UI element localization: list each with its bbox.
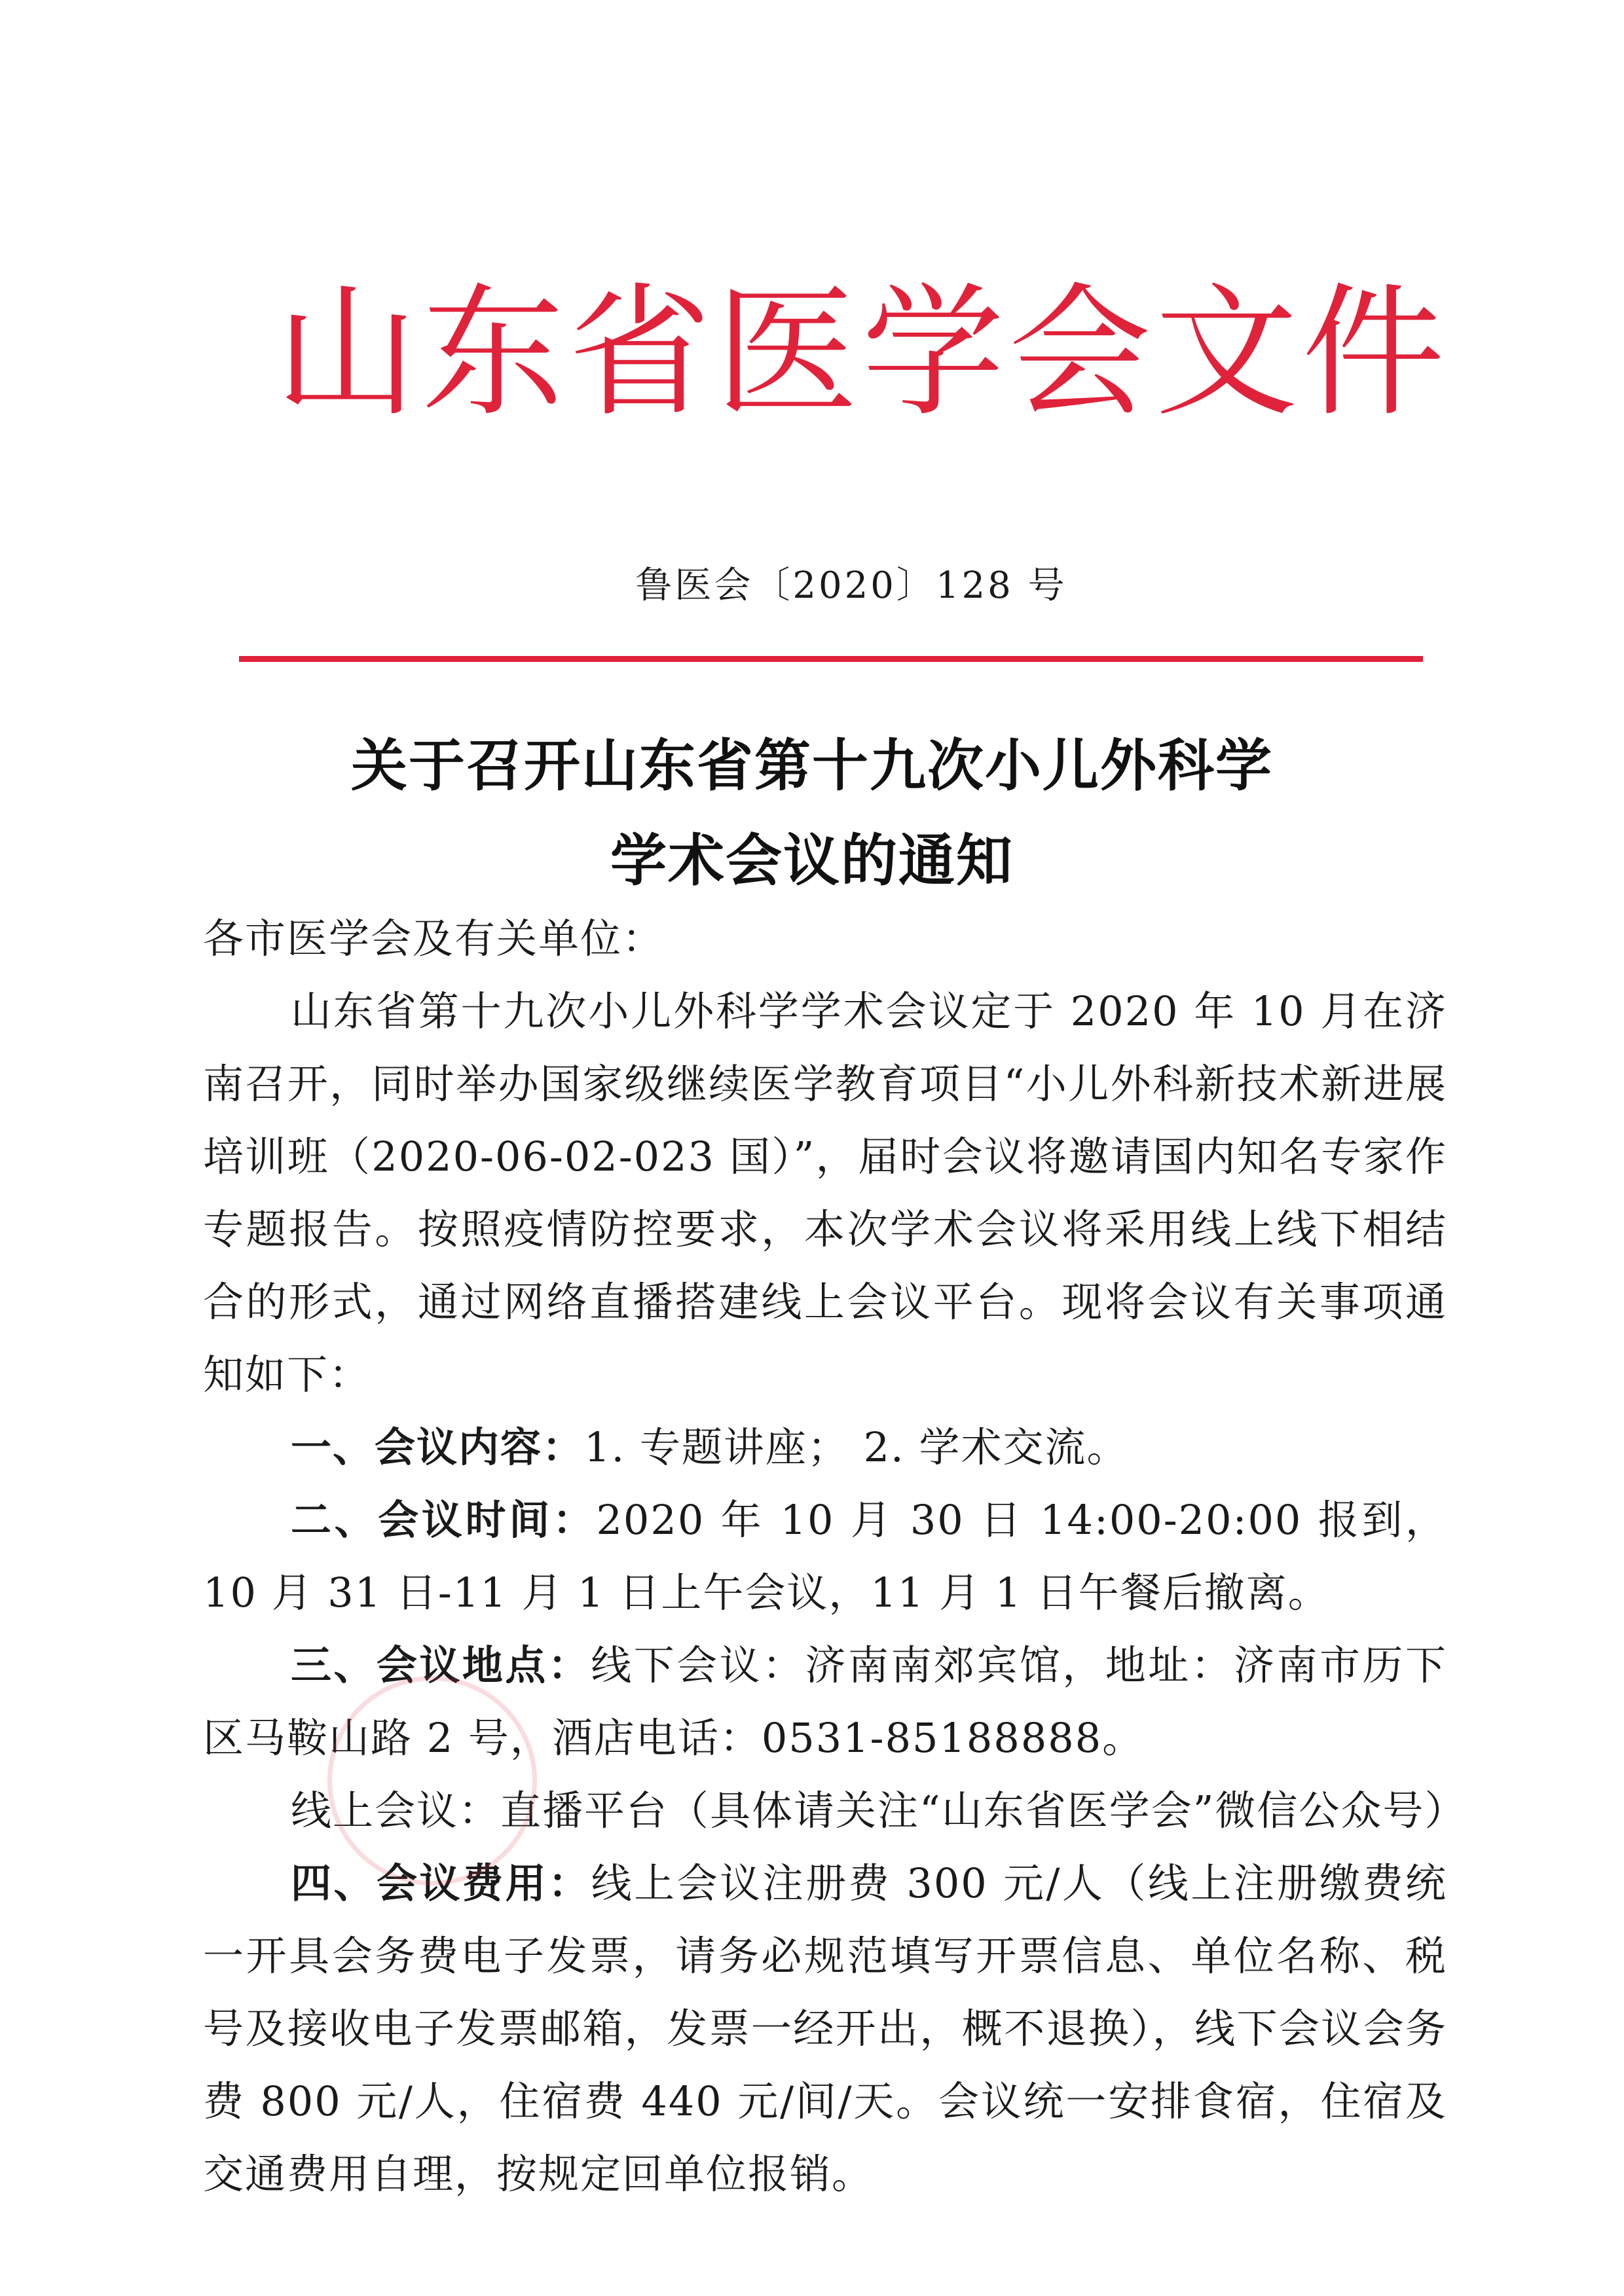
section-text: 1. 专题讲座； 2. 学术交流。 — [584, 1423, 1129, 1471]
section-fees — [203, 1847, 1447, 2210]
section-label: 四、会议费用： — [291, 1859, 591, 1907]
salutation: 各市医学会及有关单位： — [203, 915, 665, 962]
section-label: 一、会议内容： — [291, 1423, 585, 1471]
section-content — [203, 1411, 1447, 1484]
organization-header: 山东省医学会文件 — [275, 270, 1449, 436]
section-text: 线上会议注册费 300 元/人（线上注册缴费统一开具会务费电子发票，请务必规范填写开票信息、单位名称、税号及接收电子发票邮箱，发票一经开出，概不退换），线下会议会务费 800 元/人，住宿费 440 元/间/天。会议统一安排食宿，住宿及交通费用自理，按规定回单位报销。 — [203, 1859, 1447, 2198]
red-divider-line — [239, 656, 1423, 662]
section-text: 线上会议：直播平台（具体请关注“山东省医学会”微信公众号） — [291, 1787, 1467, 1834]
document-number: 鲁医会〔2020〕128 号 — [635, 564, 1067, 607]
intro-paragraph: 山东省第十九次小儿外科学学术会议定于 2020 年 10 月在济南召开，同时举办国家级继续医学教育项目“小儿外科新技术新进展培训班（2020-06-02-023 国）”，届时会议将邀请国内知名专家作专题报告。按照疫情防控要求，本次学术会议将采用线上线下相结合的形式，通过网络直播搭建线上会议平台。现将会议有关事项通知如下： — [203, 987, 1447, 1398]
section-text: 线下会议：济南南郊宾馆，地址：济南市历下区马鞍山路 2 号，酒店电话：0531-85188888。 — [203, 1641, 1447, 1762]
section-label: 二、会议时间： — [291, 1496, 597, 1544]
section-text: 2020 年 10 月 30 日 14:00-20:00 报到，10 月 31 日-11 月 1 日上午会议，11 月 1 日午餐后撤离。 — [203, 1496, 1447, 1616]
notice-title-line-2: 学术会议的通知 — [610, 828, 1014, 894]
notice-title-line-1: 关于召开山东省第十九次小儿外科学 — [351, 733, 1273, 799]
section-label: 三、会议地点： — [291, 1641, 591, 1689]
section-time — [203, 1484, 1447, 1629]
notice-body — [203, 902, 1467, 2210]
faint-seal-mark — [327, 1676, 537, 1886]
